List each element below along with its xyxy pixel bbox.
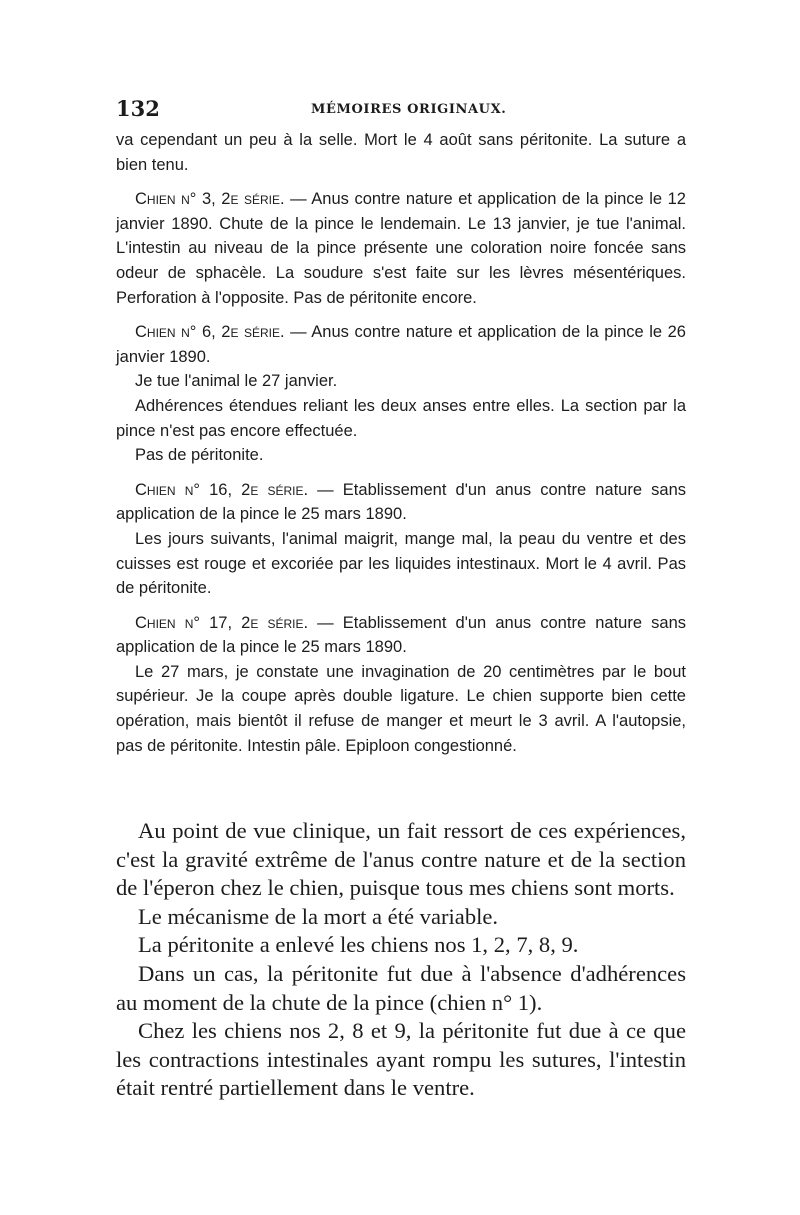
paragraph: Au point de vue clinique, un fait ressort de ces expériences, c'est la gravité extrême de l'anus contre nature et de la section de l'éperon chez le chien, puisque tous mes chiens sont morts. bbox=[116, 818, 686, 901]
paragraph bbox=[116, 611, 686, 660]
paragraph-text: — Anus contre nature et application de la pince le 12 janvier 1890. Chute de la pince le lendemain. Le 13 janvier, je tue l'animal. L'intestin au niveau de la pince présente une coloration noire foncée sans odeur de sphacèle. La soudure s'est faite sur les lèvres mésentériques. Perforation à l'opposite. Pas de péritonite encore. bbox=[116, 190, 686, 307]
case-label: Chien n° 17, 2e série. bbox=[135, 613, 309, 632]
paragraph bbox=[116, 187, 686, 310]
paragraph bbox=[116, 128, 686, 177]
page-header bbox=[116, 96, 686, 124]
experiment-notes bbox=[116, 128, 686, 758]
paragraph: Dans un cas, la péritonite fut due à l'absence d'adhérences au moment de la chute de la pince (chien n° 1). bbox=[116, 960, 686, 1015]
paragraph-text: Les jours suivants, l'animal maigrit, mange mal, la peau du ventre et des cuisses est rouge et excoriée par les liquides intestinaux. Mort le 4 avril. Pas de péritonite. bbox=[116, 529, 686, 598]
paragraph bbox=[116, 369, 686, 394]
case-label: Chien n° 6, 2e série. bbox=[135, 323, 285, 342]
paragraph-text: Je tue l'animal le 27 janvier. bbox=[135, 372, 338, 391]
paragraph-text: — Etablissement d'un anus contre nature sans application de la pince le 25 mars 1890. bbox=[116, 480, 686, 524]
running-head: MÉMOIRES ORIGINAUX. bbox=[311, 102, 507, 117]
paragraph: Le mécanisme de la mort a été variable. bbox=[138, 903, 499, 929]
paragraph bbox=[116, 394, 686, 443]
page-number: 132 bbox=[116, 96, 160, 121]
paragraph-text: Le 27 mars, je constate une invagination de 20 centimètres par le bout supérieur. Je la coupe après double ligature. Le chien supporte bien cette opération, mais bientôt il refuse de manger et meurt le 3 avril. A l'autopsie, pas de péritonite. Intestin pâle. Epiploon congestionné. bbox=[116, 662, 686, 755]
paragraph-text: — Anus contre nature et application de la pince le 26 janvier 1890. bbox=[116, 323, 686, 366]
paragraph bbox=[116, 527, 686, 601]
case-label: Chien n° 3, 2e série. bbox=[135, 190, 285, 209]
paragraph-text: va cependant un peu à la selle. Mort le 4 août sans péritonite. La suture a bien tenu. bbox=[116, 131, 686, 174]
discussion-text bbox=[116, 817, 686, 1103]
paragraph-text: Pas de péritonite. bbox=[135, 446, 264, 465]
paragraph bbox=[116, 660, 686, 758]
case-label: Chien n° 16, 2e série. bbox=[135, 480, 309, 499]
paragraph-text: Adhérences étendues reliant les deux anses entre elles. La section par la pince n'est pas encore effectuée. bbox=[116, 396, 686, 440]
paragraph bbox=[116, 478, 686, 527]
paragraph bbox=[116, 320, 686, 369]
paragraph-text: — Etablissement d'un anus contre nature sans application de la pince le 25 mars 1890. bbox=[116, 613, 686, 657]
paragraph: La péritonite a enlevé les chiens nos 1, 2, 7, 8, 9. bbox=[138, 932, 579, 958]
paragraph bbox=[116, 443, 686, 468]
paragraph: Chez les chiens nos 2, 8 et 9, la péritonite fut due à ce que les contractions intestinales ayant rompu les sutures, l'intestin était rentré partiellement dans le ventre. bbox=[116, 1018, 686, 1101]
